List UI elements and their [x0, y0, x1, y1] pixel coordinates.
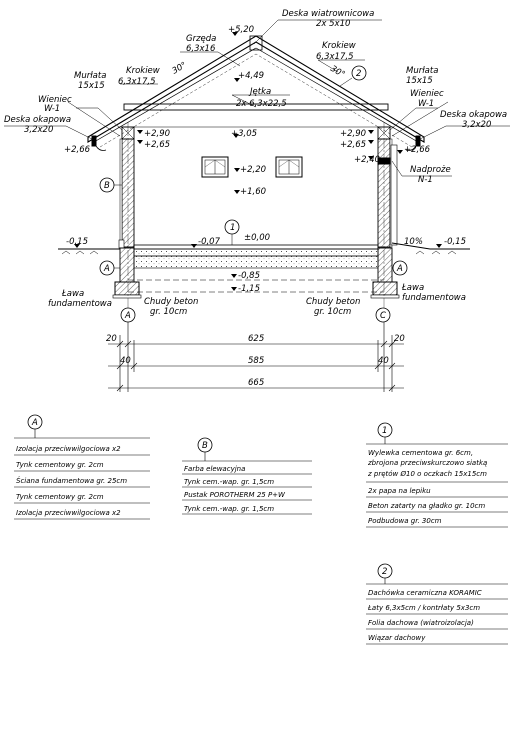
footing-left: [115, 282, 139, 295]
ridge-beam-size: 6,3x16: [186, 44, 216, 54]
ridge-board-size: 2x 5x10: [316, 19, 351, 29]
footing-right-label: Ława: [402, 283, 425, 293]
legend-B-item: Farba elewacyjna: [184, 465, 246, 473]
murlata-right-size: 15x15: [406, 76, 433, 86]
floor-screed: [134, 245, 378, 249]
dim-40-right: 40: [378, 356, 389, 366]
murlata-left-size: 15x15: [78, 81, 105, 91]
level-449: +4,49: [238, 71, 265, 81]
level-m007: -0,07: [198, 237, 220, 247]
legend-1-item: Beton zatarty na gładko gr. 10cm: [368, 502, 486, 510]
downpipe: [391, 145, 397, 245]
tag-A-left: A: [104, 264, 110, 274]
legend-1: [366, 423, 508, 527]
legend-A-item: Izolacja przeciwwilgociowa x2: [16, 509, 121, 517]
dim-20-right: 20: [394, 334, 405, 344]
legend-1-item: Podbudowa gr. 30cm: [368, 517, 442, 525]
legend-A-item: Tynk cementowy gr. 2cm: [16, 493, 104, 501]
eaves-board-left: [92, 136, 96, 146]
legend-2-item: Folia dachowa (wiatroizolacja): [368, 619, 474, 627]
lintel-label: Nadproże: [410, 165, 451, 175]
level-265-left: +2,65: [144, 140, 171, 150]
lean-left-label: Chudy beton: [144, 297, 199, 307]
legend-B-item: Pustak POROTHERM 25 P+W: [184, 491, 285, 499]
legend-B: [182, 438, 312, 514]
level-m115: -1,15: [238, 284, 260, 294]
ridge-level: +5,20: [228, 25, 255, 35]
legend-B-item: Tynk cem.-wap. gr. 1,5cm: [184, 505, 275, 513]
tag-2: 2: [356, 69, 362, 79]
level-000: ±0,00: [244, 233, 271, 243]
sub-base: [134, 256, 378, 268]
eaves-right-size: 3,2x20: [462, 120, 492, 130]
murlata-left-label: Murłata: [74, 71, 107, 81]
axis-A: A: [125, 311, 131, 321]
legend-A-item: Tynk cementowy gr. 2cm: [16, 461, 104, 469]
wieniec-left-label: Wieniec: [38, 95, 72, 105]
lean-left-size: gr. 10cm: [150, 307, 188, 317]
tag-1: 1: [230, 223, 236, 233]
legend-1-tag: 1: [382, 426, 388, 436]
legend-1-item: zbrojona przeciwskurczowo siatką: [368, 459, 488, 467]
level-290-right: +2,90: [340, 129, 367, 139]
footing-right: [373, 282, 397, 295]
level-240-right: +2,40: [354, 155, 381, 165]
level-266-left: +2,66: [64, 145, 91, 155]
foundation-wall-right: [378, 248, 392, 282]
level-m085: -0,85: [238, 271, 260, 281]
legend-A-item: Izolacja przeciwwilgociowa x2: [16, 445, 121, 453]
legend-A: [14, 415, 150, 519]
level-220: +2,20: [240, 165, 267, 175]
section-labels: [4, 9, 507, 317]
legend-2: [366, 564, 508, 644]
dimension-texts: [106, 334, 405, 388]
level-266-right: +2,66: [404, 145, 431, 155]
legend-B-tag: B: [202, 441, 208, 451]
legend-A-tag: A: [32, 418, 38, 428]
level-290-left: +2,90: [144, 129, 171, 139]
lintel-size: N-1: [418, 175, 433, 185]
slope-label: 10%: [404, 237, 423, 247]
legend-2-tag: 2: [382, 567, 388, 577]
footing-left-label: Ława: [62, 289, 85, 299]
level-160: +1,60: [240, 187, 267, 197]
lean-right-size: gr. 10cm: [314, 307, 352, 317]
angle-left: 30°: [170, 60, 189, 77]
lean-right-label: Chudy beton: [306, 297, 361, 307]
footing-left-label-2: fundamentowa: [48, 299, 112, 309]
footing-right-label-2: fundamentowa: [402, 293, 466, 303]
rafter-left-label: Krokiew: [126, 66, 160, 76]
ridge-board-label: Deska wiatrownicowa: [282, 9, 375, 19]
collar-label: Jętka: [250, 87, 272, 97]
level-m015-left: -0,15: [66, 237, 88, 247]
rafter-right-size: 6,3x17,5: [316, 52, 354, 62]
tag-A-right: A: [397, 264, 403, 274]
wieniec-right-label: Wieniec: [410, 89, 444, 99]
axis-C: C: [380, 311, 386, 321]
eaves-right-label: Deska okapowa: [440, 110, 508, 120]
dim-625: 625: [248, 334, 265, 344]
wieniec-right-size: W-1: [418, 99, 435, 109]
legend-A-item: Ściana fundamentowa gr. 25cm: [16, 477, 128, 485]
murlata-right-label: Murłata: [406, 66, 439, 76]
level-m015-right: -0,15: [444, 237, 466, 247]
eaves-left-size: 3,2x20: [24, 125, 54, 135]
tag-B: B: [104, 181, 110, 191]
legend-2-item: Łaty 6,3x5cm / kontrłaty 5x3cm: [368, 604, 481, 612]
window-right: [276, 157, 302, 177]
legend-1-item: 2x papa na lepiku: [368, 487, 431, 495]
rafter-left-size: 6,3x17,5: [118, 77, 156, 87]
wieniec-left-size: W-1: [44, 104, 61, 114]
foundation-wall-left: [120, 248, 134, 282]
rafter-right-label: Krokiew: [322, 41, 356, 51]
window-left: [202, 157, 228, 177]
eaves-left-label: Deska okapowa: [4, 115, 72, 125]
dim-20-left: 20: [106, 334, 117, 344]
legend-1-item: Wylewka cementowa gr. 6cm,: [368, 449, 474, 457]
dim-40-left: 40: [120, 356, 131, 366]
angle-right: 30°: [328, 63, 347, 81]
legend-1-item: z prętów Ø10 o oczkach 15x15cm: [368, 470, 487, 478]
ridge-beam-label: Grzęda: [186, 34, 217, 44]
collar-size: 2x 6,3x22,5: [236, 99, 287, 109]
dim-665: 665: [248, 378, 265, 388]
dim-585: 585: [248, 356, 265, 366]
legend-2-item: Dachówka ceramiczna KORAMIC: [368, 589, 482, 597]
level-305: +3,05: [231, 129, 258, 139]
legend-B-item: Tynk cem.-wap. gr. 1,5cm: [184, 478, 275, 486]
level-265-right: +2,65: [340, 140, 367, 150]
legend-2-item: Wiązar dachowy: [368, 634, 426, 642]
